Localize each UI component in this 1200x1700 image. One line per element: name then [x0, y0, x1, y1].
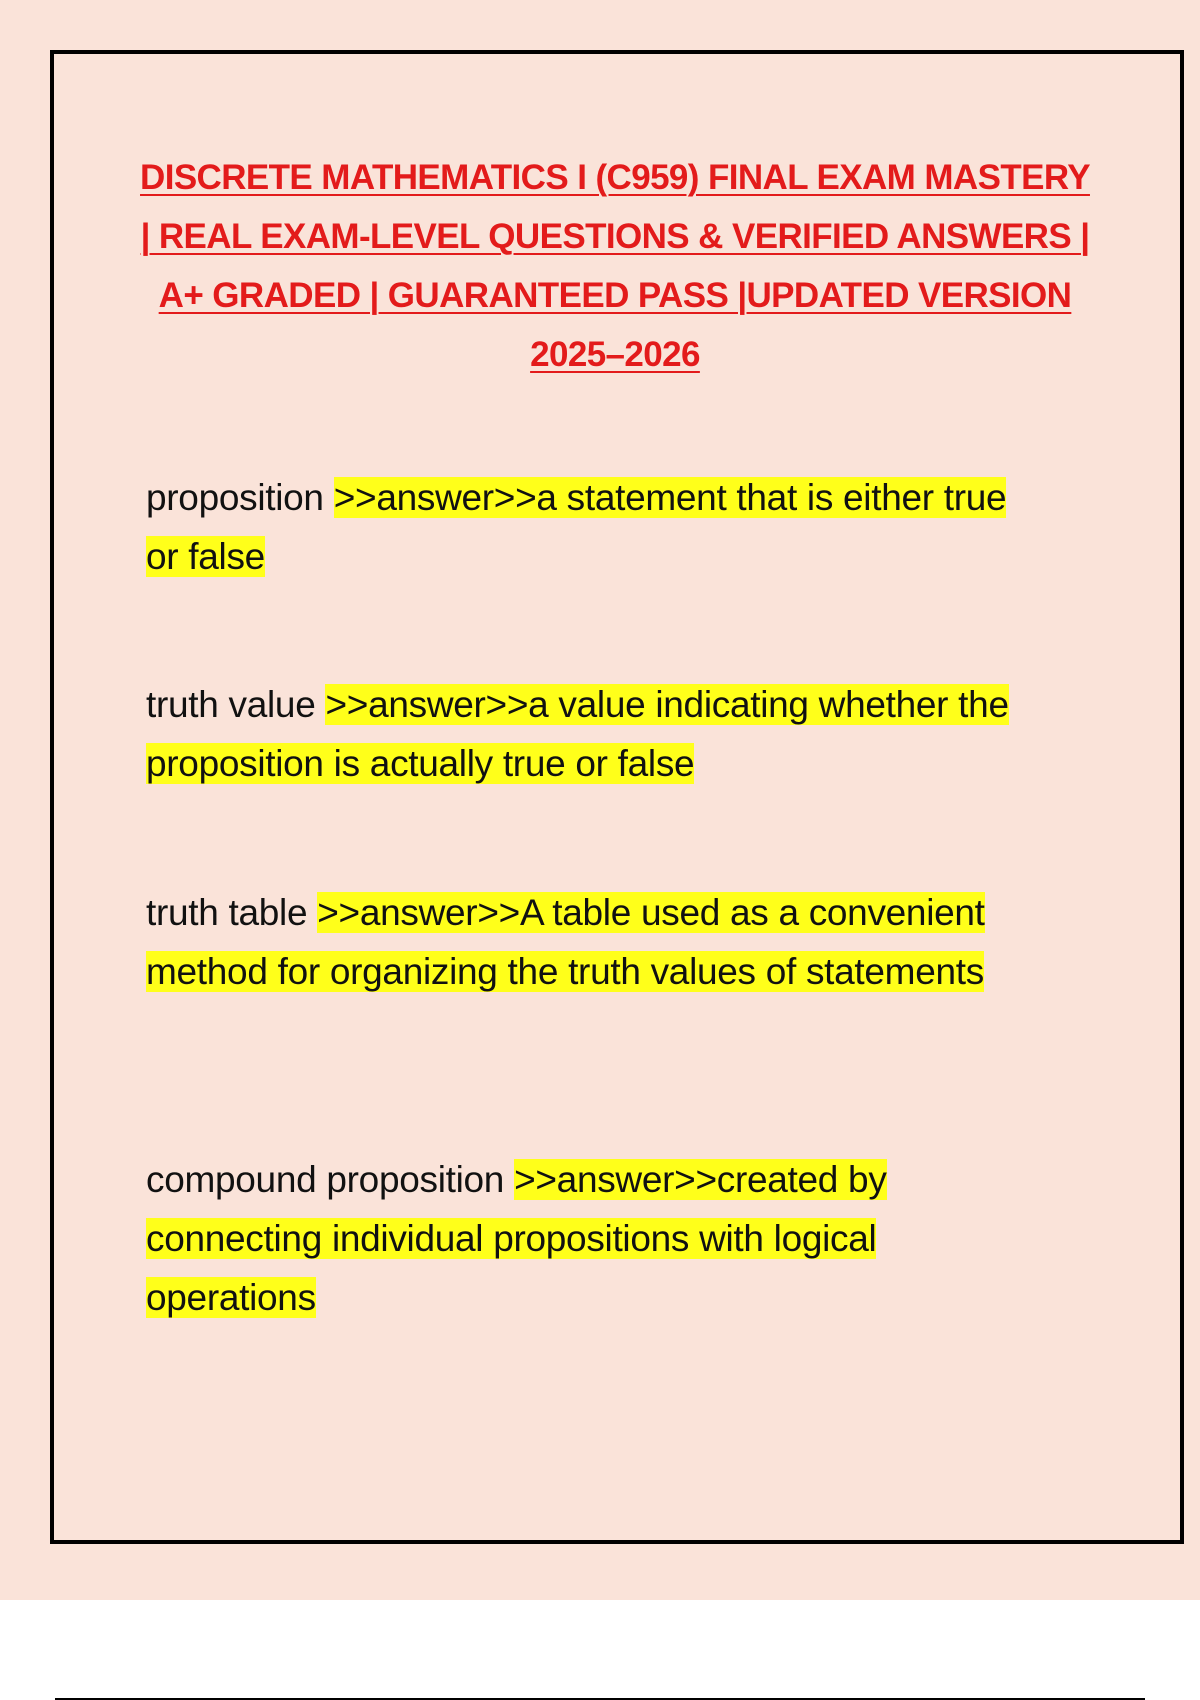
term-label: truth table: [146, 892, 308, 933]
qa-entry-proposition: [146, 468, 1046, 586]
qa-entry-truth-value: [146, 675, 1066, 793]
highlighted-answer: >>answer>>created by connecting individual propositions with logical operations: [146, 1159, 887, 1318]
highlighted-answer: >>answer>>a value indicating whether the proposition is actually true or false: [146, 684, 1009, 784]
highlighted-answer: >>answer>>a statement that is either true or false: [146, 477, 1007, 577]
highlighted-answer: >>answer>>A table used as a convenient method for organizing the truth values of statements: [146, 892, 985, 992]
qa-entry-compound-proposition: [146, 1150, 1026, 1327]
document-title: DISCRETE MATHEMATICS I (C959) FINAL EXAM MASTERY | REAL EXAM-LEVEL QUESTIONS & VERIFIED ANSWERS | A+ GRADED | GUARANTEED PASS |UPDATED VERSION 2025–2026: [140, 158, 1090, 374]
term-label: compound proposition: [146, 1159, 505, 1200]
term-label: truth value: [146, 684, 316, 725]
term-label: proposition: [146, 477, 324, 518]
qa-entry-truth-table: [146, 883, 1106, 1001]
